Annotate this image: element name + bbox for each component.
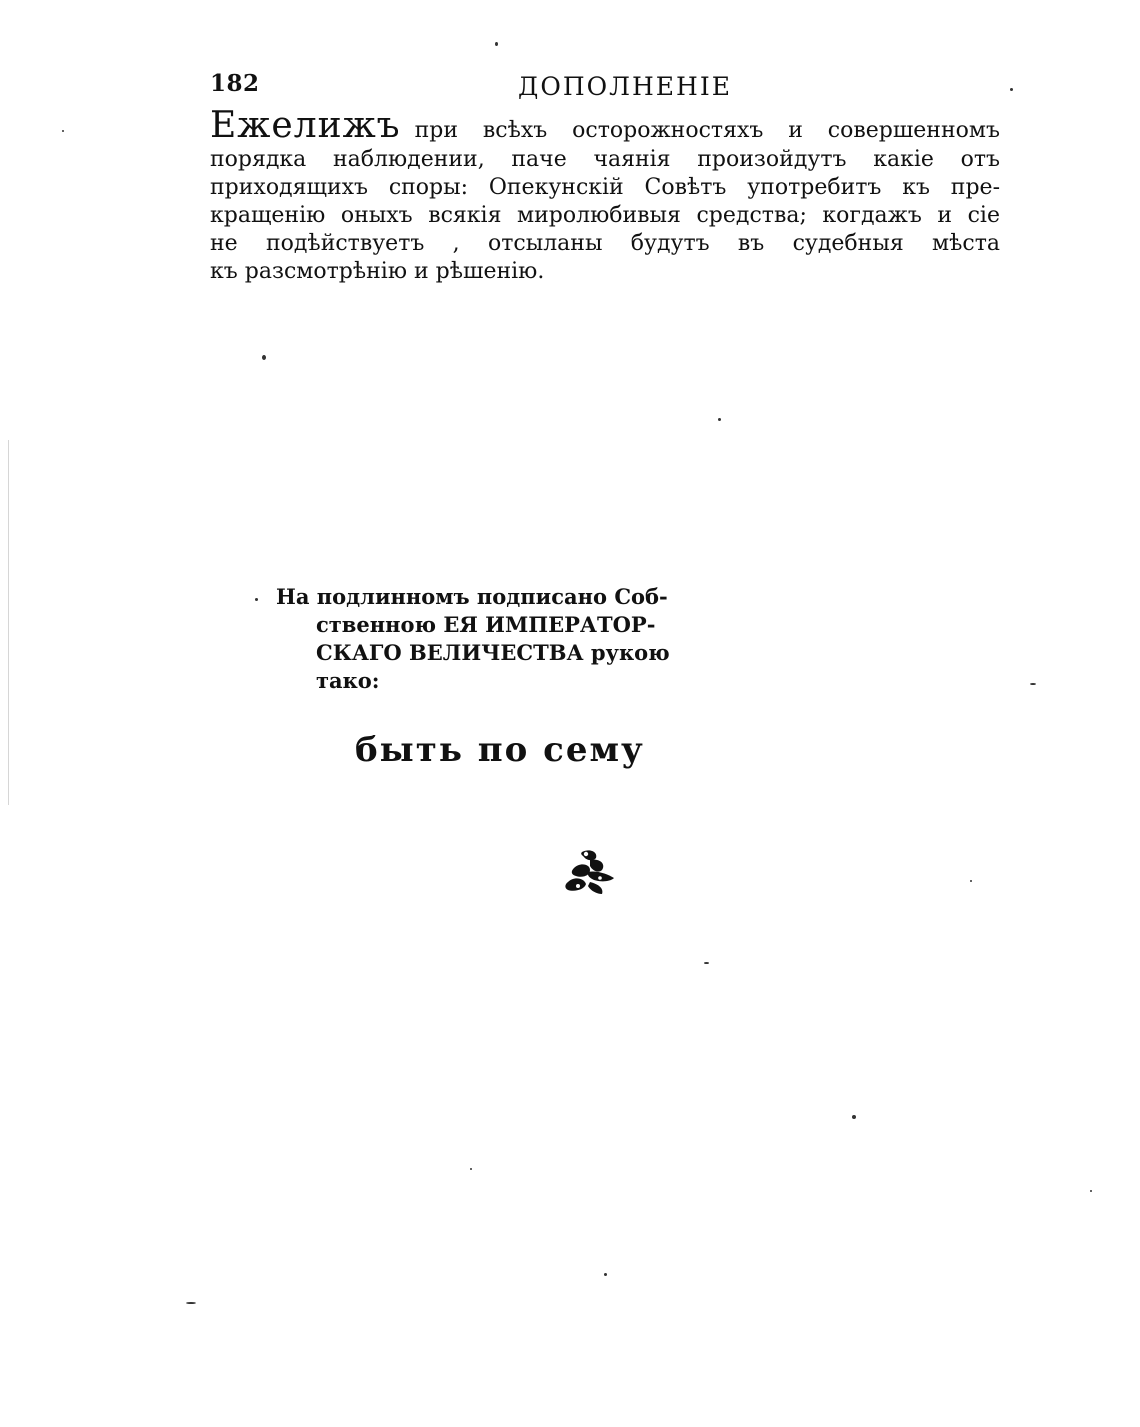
- paragraph-line-5: не подѣйствуетъ , отсыланы будутъ въ судебныя мѣста: [210, 231, 1000, 256]
- scan-speck: [1090, 1190, 1092, 1192]
- scan-speck: [718, 418, 721, 421]
- signature-note: [276, 583, 696, 695]
- scan-speck: [262, 355, 266, 360]
- scan-speck: [970, 880, 972, 882]
- paragraph-line-3: приходящихъ споры: Опекунскій Совѣтъ употребитъ къ пре-: [210, 175, 1000, 200]
- paragraph-line-4: кращенію оныхъ всякія миролюбивыя средства; когдажъ и сіе: [210, 203, 1000, 228]
- paragraph-line-2: порядка наблюдении, паче чаянія произойдутъ какіе отъ: [210, 147, 1000, 172]
- paragraph-first-line-rest: при всѣхъ осторожностяхъ и совершенномъ: [414, 118, 1000, 143]
- scan-speck: [704, 962, 709, 964]
- scan-speck: [495, 42, 498, 46]
- decree-text: быть по сему: [355, 730, 645, 770]
- body-paragraph: [210, 106, 1000, 286]
- scan-speck: [1010, 88, 1013, 91]
- scan-speck: [186, 1302, 196, 1304]
- scan-speck: [1030, 683, 1036, 685]
- paragraph-line-6: къ разсмотрѣнію и рѣшенію.: [210, 259, 545, 284]
- paragraph-line-1: [210, 106, 1000, 146]
- floral-tailpiece-icon: [560, 848, 620, 896]
- signature-line-1: На подлинномъ подписано Соб-: [276, 584, 668, 609]
- scan-speck: [604, 1273, 607, 1276]
- signature-line-3: СКАГО ВЕЛИЧЕСТВА рукою: [316, 640, 670, 665]
- scan-speck: [470, 1168, 472, 1170]
- scan-speck: [852, 1115, 856, 1119]
- scan-speck: [62, 130, 64, 132]
- signature-line-4: тако:: [316, 668, 380, 693]
- running-header-title: ДОПОЛНЕНІЕ: [518, 72, 732, 101]
- paragraph-first-word: Ежелижъ: [210, 105, 401, 146]
- scan-speck: [255, 598, 258, 601]
- signature-line-2: ственною ЕЯ ИМПЕРАТОР-: [316, 612, 656, 637]
- page-number: 182: [210, 70, 260, 97]
- scan-edge-line: [8, 440, 9, 805]
